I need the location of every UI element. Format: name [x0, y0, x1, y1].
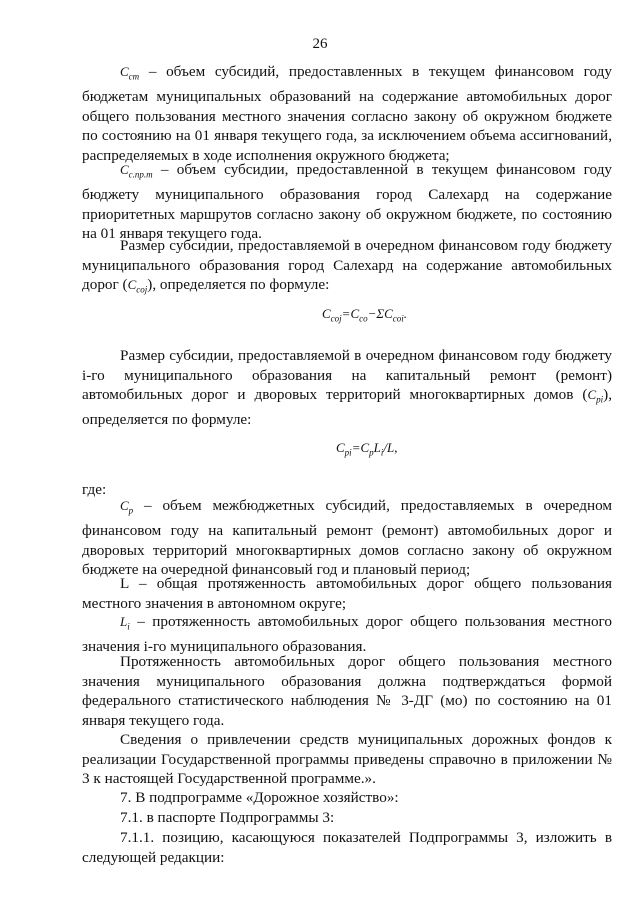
paragraph-text: – объем межбюджетных субсидий, предоставляемых в очередном финансовом году на капитальный ремонт (ремонт) автомобильных дорог и дворовых территорий многоквартирных домов согласно закону об окружном бюджете на очередной финансовый год и плановый период;	[82, 497, 612, 579]
paragraph-li	[82, 612, 612, 657]
paragraph-text: – объем субсидий, предоставленных в текущем финансовом году бюджетам муниципальных образований на содержание автомобильных дорог общего пользования местного значения согласно закону об окружном бюджете по состоянию на 01 января текущего года, за исключением объема ассигнований, распределяемых в ходе исполнения окружного бюджета;	[82, 63, 613, 164]
paragraph-c-cm	[82, 62, 612, 165]
paragraph-i-subsidy	[82, 346, 612, 430]
paragraph-text: Размер субсидии, предоставляемой в очередном финансовом году бюджету муниципального образования город Салехард на содержание автомобильных дорог (	[82, 237, 612, 293]
page-number: 26	[312, 36, 328, 52]
paragraph-cp	[82, 496, 612, 580]
paragraph-text: Размер субсидии, предоставляемой в очередном финансовом году бюджету i-го муниципального образования на капитальный ремонт (ремонт) автомобильных дорог и дворовых территорий многоквартирных домов (	[82, 347, 612, 403]
symbol-c-sprt: $C_{с.пр.т}$	[120, 162, 153, 180]
paragraph-text: ), определяется по формуле:	[147, 276, 330, 293]
paragraph-c-sprt	[82, 160, 612, 244]
paragraph-text: – объем субсидии, предоставленной в текущем финансовом году бюджету муниципального образования город Салехард на содержание приоритетных маршрутов согласно закону об окружном бюджете, по состоянию на 01 января текущего года.	[82, 161, 613, 243]
paragraph-l: L – общая протяженность автомобильных дорог общего пользования местного значения в автономном округе;	[82, 575, 612, 612]
formula-coj: $C_{coj}=C_{co}-\Sigma C_{coi}$.	[322, 306, 408, 324]
paragraph-text: ), определяется по формуле:	[82, 386, 612, 429]
paragraph-indicators: 7.1.1. позицию, касающуюся показателей Подпрограммы 3, изложить в следующей редакции:	[82, 829, 612, 866]
where-label: где:	[82, 481, 107, 498]
paragraph-passport: 7.1. в паспорте Подпрограммы 3:	[120, 809, 335, 826]
paragraph-salekhard-subsidy	[82, 236, 612, 300]
symbol-c-pi: $C_{pi}$	[587, 387, 604, 405]
symbol-l-i: $L_i$	[120, 614, 130, 632]
paragraph-text: – протяженность автомобильных дорог общего пользования местного значения i-го муниципального образования.	[82, 613, 612, 656]
symbol-c-coj: $C_{coj}$	[127, 277, 148, 295]
symbol-c-cm: $C_{cm}$	[120, 64, 140, 82]
paragraph-length-confirmation: Протяженность автомобильных дорог общего пользования местного значения муниципального образования должна подтверждаться формой федерального статистического наблюдения № 3-ДГ (мо) по состоянию на 01 января текущего года.	[82, 653, 612, 729]
paragraph-road-funds: Сведения о привлечении средств муниципальных дорожных фондов к реализации Государственной программы приведены справочно в приложении № 3 к настоящей Государственной программе.».	[82, 731, 612, 787]
formula-cpi: $C_{pi}=C_pL_i/L$,	[336, 440, 398, 458]
symbol-c-p: $C_p$	[120, 498, 134, 516]
paragraph-subprogram: 7. В подпрограмме «Дорожное хозяйство»:	[120, 789, 399, 806]
